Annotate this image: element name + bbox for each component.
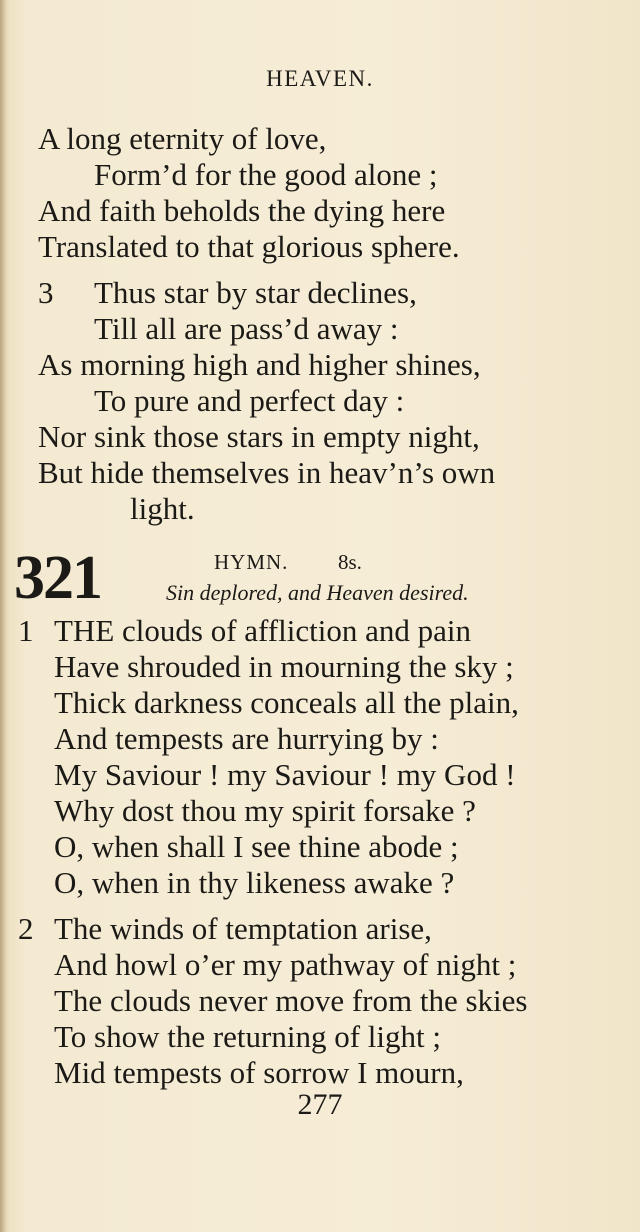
verse-line: Till all are pass’d away :	[94, 311, 399, 346]
hymn-title: HYMN.	[214, 550, 289, 574]
verse-line: And faith beholds the dying here	[38, 193, 446, 228]
verse-line: light.	[130, 491, 195, 526]
verse-line: THE clouds of affliction and pain	[54, 613, 471, 648]
verse-line: My Saviour ! my Saviour ! my God !	[54, 757, 516, 792]
hymn-meter: 8s.	[338, 550, 362, 574]
verse-line: Why dost thou my spirit forsake ?	[54, 793, 476, 828]
verse-number: 2	[18, 911, 34, 946]
hymn-subtitle: Sin deplored, and Heaven desired.	[166, 580, 469, 605]
page-number: 277	[297, 1088, 343, 1121]
verse-line: O, when in thy likeness awake ?	[54, 865, 455, 900]
verse-line: Form’d for the good alone ;	[94, 157, 438, 192]
verse-line: Translated to that glorious sphere.	[38, 229, 460, 264]
verse-line: And tempests are hurrying by :	[54, 721, 439, 756]
page-gutter-edge	[0, 0, 6, 1232]
verse-line: But hide themselves in heav’n’s own	[38, 455, 496, 490]
verse-line: Thick darkness conceals all the plain,	[54, 685, 519, 720]
verse-line: Mid tempests of sorrow I mourn,	[54, 1055, 464, 1090]
verse-line: To pure and perfect day :	[94, 383, 405, 418]
running-head: HEAVEN.	[266, 66, 374, 91]
stanza-number: 3	[38, 275, 54, 310]
verse-line: The clouds never move from the skies	[54, 983, 528, 1018]
verse-line: As morning high and higher shines,	[38, 347, 481, 382]
verse-line: And howl o’er my pathway of night ;	[54, 947, 517, 982]
verse-line: O, when shall I see thine abode ;	[54, 829, 459, 864]
verse-line: To show the returning of light ;	[54, 1019, 442, 1054]
verse-line: The winds of temptation arise,	[54, 911, 432, 946]
verse-line: A long eternity of love,	[38, 121, 327, 156]
verse-line: Have shrouded in mourning the sky ;	[54, 649, 514, 684]
verse-line: Nor sink those stars in empty night,	[38, 419, 480, 454]
hymn-number: 321	[14, 544, 101, 612]
verse-number: 1	[18, 613, 34, 648]
verse-line: Thus star by star declines,	[94, 275, 417, 310]
